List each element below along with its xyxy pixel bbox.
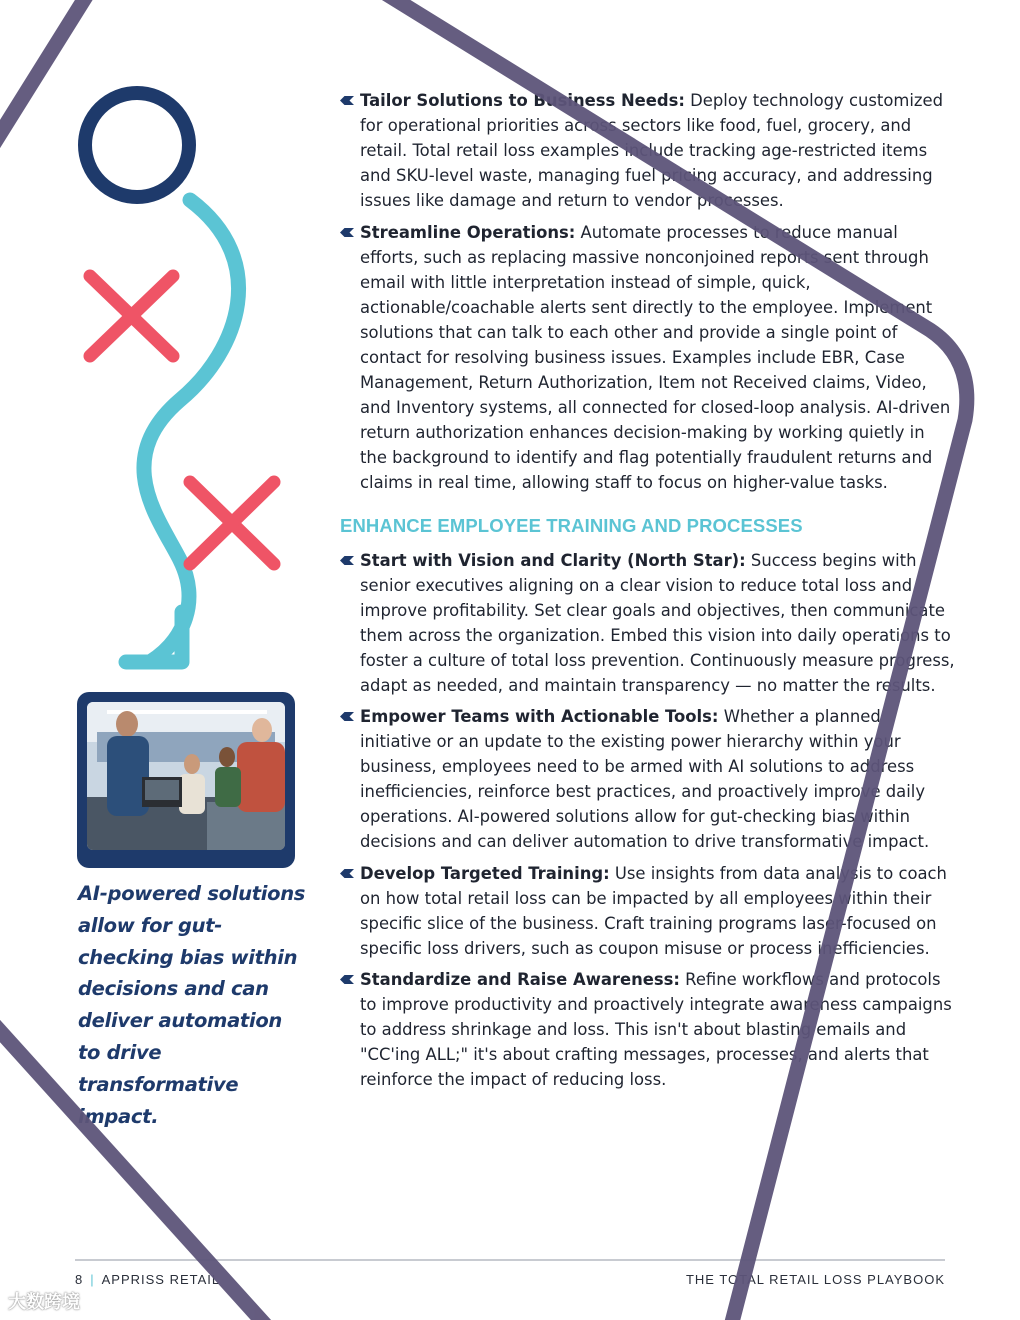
diamond-bullet-icon <box>340 975 354 984</box>
bullet-tailor-solutions <box>340 88 955 213</box>
x-mark-icon <box>190 482 274 564</box>
bullet-standardize-awareness <box>340 967 955 1092</box>
bullet-lead: Start with Vision and Clarity (North Star): <box>360 550 746 570</box>
footer-document-title: THE TOTAL RETAIL LOSS PLAYBOOK <box>685 1272 945 1287</box>
pull-quote: AI-powered solutions allow for gut-checking bias within decisions and can deliver automation to drive transformative impact. <box>78 882 306 1128</box>
photo-frame <box>77 692 295 868</box>
bullet-text: Whether a planned initiative or an update to the existing power hierarchy within your business, employees need to be armed with AI solutions to address inefficiencies, reinforce best practices, and proactively improve daily operations. AI-powered solutions allow for gut-checking bias within decisions and can deliver automation to drive transformative impact. <box>360 707 930 851</box>
bullet-text: Automate processes to reduce manual efforts, such as replacing massive nonconjoined reports sent through email with little interpretation instead of simple, quick, actionable/coachable alerts sent directly to the employee. Implement solutions that can talk to each other and provide a single point of contact for resolving business issues. Examples include EBR, Case Management, Return Authorization, Item not Received claims, Video, and Inventory systems, all connected for closed-loop analysis. AI-driven return authorization enhances decision-making by working quietly in the background to identify and flag potentially fraudulent returns and claims in real time, allowing staff to focus on higher-value tasks. <box>360 222 951 492</box>
circle-icon <box>85 93 189 197</box>
bullet-lead: Tailor Solutions to Business Needs: <box>360 91 685 110</box>
bullet-lead: Empower Teams with Actionable Tools: <box>360 707 719 726</box>
footer-rule <box>75 1259 945 1261</box>
bullet-vision-clarity <box>340 548 955 698</box>
bullet-text: Success begins with senior executives aligning on a clear vision to reduce total loss and improve profitability. Set clear goals and objectives, then communicate them across the organization. Embed this vision into daily operations to foster a culture of total loss prevention. Continuously measure progress, adapt as needed, and maintain transparency — no matter the results. <box>360 550 955 695</box>
bullet-lead: Streamline Operations: <box>360 222 576 242</box>
bullet-lead: Develop Targeted Training: <box>360 863 610 883</box>
bullet-text: Deploy technology customized for operational priorities across sectors like food, fuel, grocery, and retail. Total retail loss examples include tracking age-restricted items and SKU-level waste, managing fuel pricing accuracy, and addressing issues like damage and return to vendor processes. <box>360 91 943 210</box>
diamond-bullet-icon <box>340 712 354 721</box>
footer-brand: APPRISS RETAIL <box>101 1272 221 1287</box>
bullet-text: Use insights from data analysis to coach on how total retail loss can be impacted by all employees within their specific slice of the business. Craft training programs laser-focused on specific loss drivers, such as coupon misuse or process inefficiencies. <box>360 863 947 958</box>
main-content <box>340 88 955 1099</box>
bullet-empower-teams <box>340 704 955 854</box>
page-number: 8 <box>75 1272 84 1287</box>
bullet-lead: Standardize and Raise Awareness: <box>360 970 680 989</box>
footer-left <box>75 1272 220 1287</box>
page-footer <box>75 1272 945 1292</box>
bullet-streamline-operations <box>340 220 955 495</box>
watermark: 大数跨境 <box>8 1292 80 1313</box>
retail-checkout-photo <box>87 702 285 850</box>
curved-arrow-icon <box>144 200 239 662</box>
x-mark-icon <box>90 276 173 356</box>
diamond-bullet-icon <box>340 96 354 105</box>
bullet-text: Refine workflows and protocols to improve productivity and proactively integrate awareness campaigns to address shrinkage and loss. This isn't about blasting emails and "CC'ing ALL;" it's about crafting messages, processes, and alerts that reinforce the impact of reducing loss. <box>360 970 952 1089</box>
bullet-list-top <box>340 88 955 495</box>
section-heading: ENHANCE EMPLOYEE TRAINING AND PROCESSES <box>340 514 803 536</box>
bullet-list-bottom <box>340 548 955 1093</box>
diamond-bullet-icon <box>340 869 354 878</box>
footer-separator: | <box>90 1272 95 1287</box>
bullet-targeted-training <box>340 861 955 961</box>
diamond-bullet-icon <box>340 556 354 565</box>
diamond-bullet-icon <box>340 228 354 237</box>
